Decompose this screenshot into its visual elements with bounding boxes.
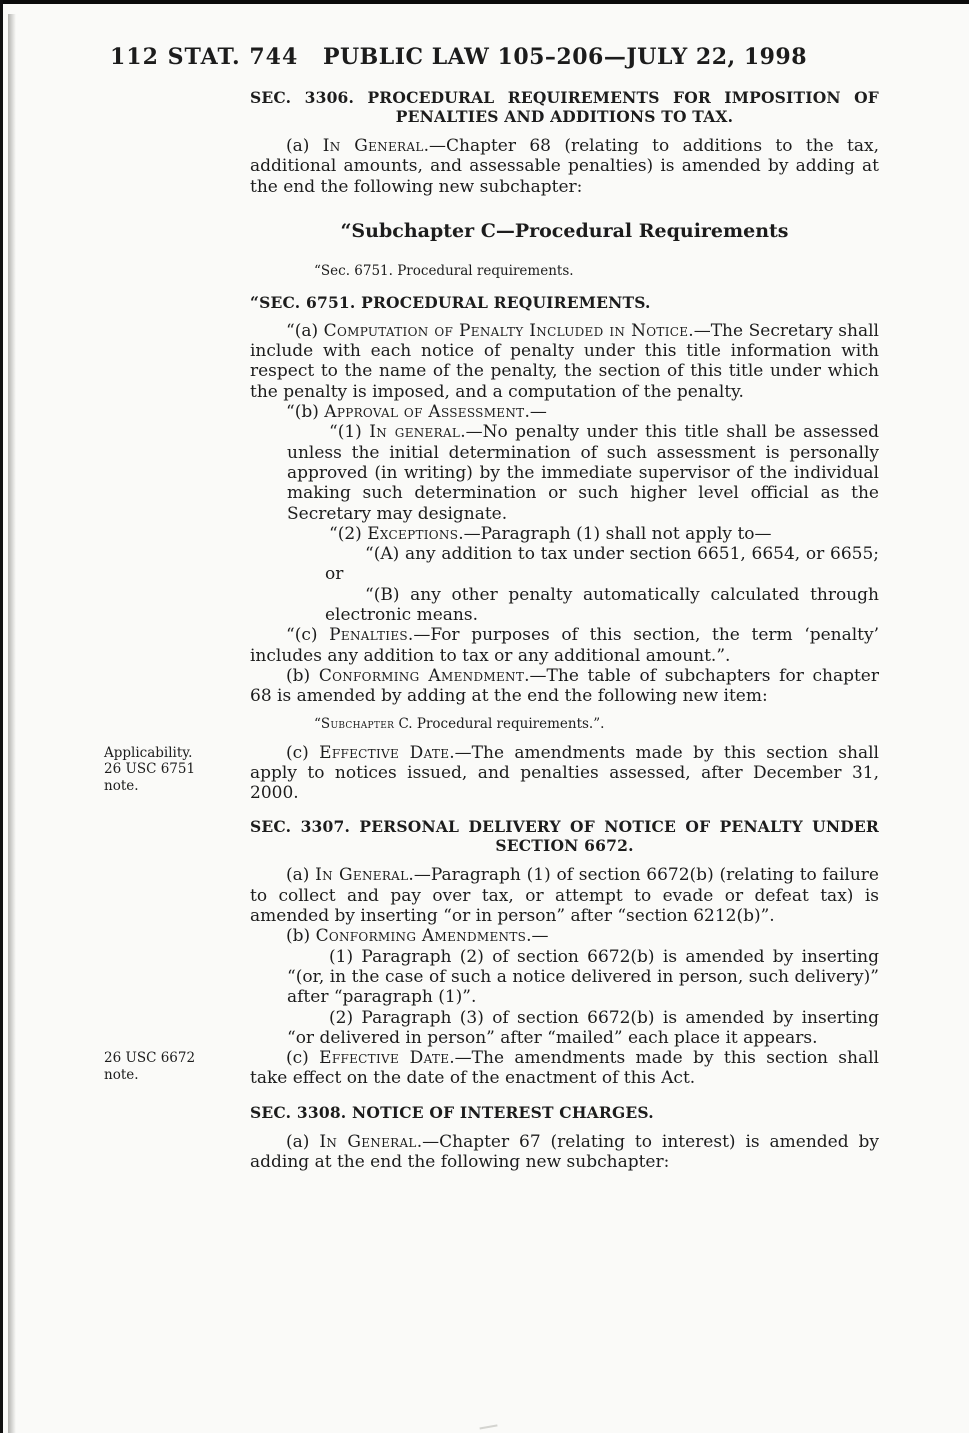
scan-edge-left <box>0 0 3 1433</box>
margin-note-26usc6672: 26 USC 6672 note. <box>104 1050 196 1083</box>
margin-note-applicability: Applicability. 26 USC 6751 note. <box>104 744 196 794</box>
sec-3307-para-b: (b) Conforming Amendments.— <box>286 926 549 947</box>
sec-6751-para-c: “(c) Penalties.—For purposes of this section, the term ‘penalty’ includes any addition to tax or any additional amount.”. <box>250 625 880 666</box>
sec-3307-heading <box>250 817 879 855</box>
sec-3306-heading <box>250 88 879 126</box>
sec-6751-para-b2: “(2) Exceptions.—Paragraph (1) shall not apply to— <box>329 523 772 544</box>
sec-6751-para-b2B: “(B) any other penalty automatically calculated through electronic means. <box>325 584 879 626</box>
sec-3306-para-c-block <box>104 742 879 804</box>
sec-6751-para-b1: “(1) In general.—No penalty under this title shall be assessed unless the initial determination of such assessment is personally approved (in writing) by the immediate supervisor of the individual making such determination or such higher level official as the Secretary may designate. <box>287 422 879 524</box>
sec-6751-heading: “SEC. 6751. PROCEDURAL REQUIREMENTS. <box>250 292 651 312</box>
sec-6751-para-b: “(b) Approval of Assessment.— <box>286 402 547 423</box>
sec-3306-para-a: (a) In General.—Chapter 68 (relating to additions to the tax, additional amounts, and assessable penalties) is amended by adding at the end the following new subchapter: <box>250 136 879 197</box>
sec-3307-para-c: (c) Effective Date.—The amendments made by this section shall take effect on the date of the enactment of this Act. <box>250 1048 879 1089</box>
subchapter-toc-entry: “Sec. 6751. Procedural requirements. <box>314 262 574 279</box>
sec-3307-para-c-block <box>104 1048 879 1089</box>
sec-3306-para-b: (b) Conforming Amendment.—The table of subchapters for chapter 68 is amended by adding at the end the following new item: <box>250 665 879 707</box>
subchapter-table-item: “Subchapter C. Procedural requirements.”. <box>314 715 605 732</box>
sec-3308-heading-line1: SEC. 3308. NOTICE OF INTEREST CHARGES. <box>250 1102 654 1122</box>
sec-3307-para-a: (a) In General.—Paragraph (1) of section 6672(b) (relating to failure to collect and pay over tax, or attempt to evade or defeat tax) is amended by inserting “or in person” after “section 6212(b)”. <box>250 865 879 927</box>
sec-3308-para-a: (a) In General.—Chapter 67 (relating to interest) is amended by adding at the end the following new subchapter: <box>250 1131 879 1172</box>
subchapter-c-heading: “Subchapter C—Procedural Requirements <box>340 219 789 242</box>
stat-page-number: 112 STAT. 744 <box>110 44 299 70</box>
sec-3306-para-c: (c) Effective Date.—The amendments made by this section shall apply to notices issued, and penalties assessed, after December 31, 2000. <box>250 742 879 804</box>
sec-3307-para-b2: (2) Paragraph (3) of section 6672(b) is amended by inserting “or delivered in person” after “mailed” each place it appears. <box>287 1007 879 1048</box>
sec-3308-heading <box>250 1103 879 1122</box>
sec-3307-heading-line1: SEC. 3307. PERSONAL DELIVERY OF NOTICE OF PENALTY UNDER <box>250 817 879 837</box>
scan-edge-top <box>0 0 969 4</box>
sec-3306-heading-line1: SEC. 3306. PROCEDURAL REQUIREMENTS FOR IMPOSITION OF <box>250 88 879 107</box>
sec-3306-heading-line2: PENALTIES AND ADDITIONS TO TAX. <box>395 107 734 126</box>
sec-3307-para-b1: (1) Paragraph (2) of section 6672(b) is amended by inserting “(or, in the case of such a notice delivered in person, such delivery)” after “paragraph (1)”. <box>287 946 879 1008</box>
scan-artifact-mark <box>478 1418 497 1429</box>
sec-3307-heading-line2: SECTION 6672. <box>495 836 634 856</box>
statute-text-column <box>104 87 880 1172</box>
scan-gutter-shadow <box>8 14 16 1433</box>
sec-6751-para-a: “(a) Computation of Penalty Included in Notice.—The Secretary shall include with each notice of penalty under this title information with respect to the name of the penalty, the section of this title under which the penalty is imposed, and a computation of the penalty. <box>250 320 879 402</box>
sec-6751-para-b2A: “(A) any addition to tax under section 6651, 6654, or 6655; or <box>325 544 879 585</box>
public-law-running-head: PUBLIC LAW 105–206—JULY 22, 1998 <box>322 44 808 70</box>
